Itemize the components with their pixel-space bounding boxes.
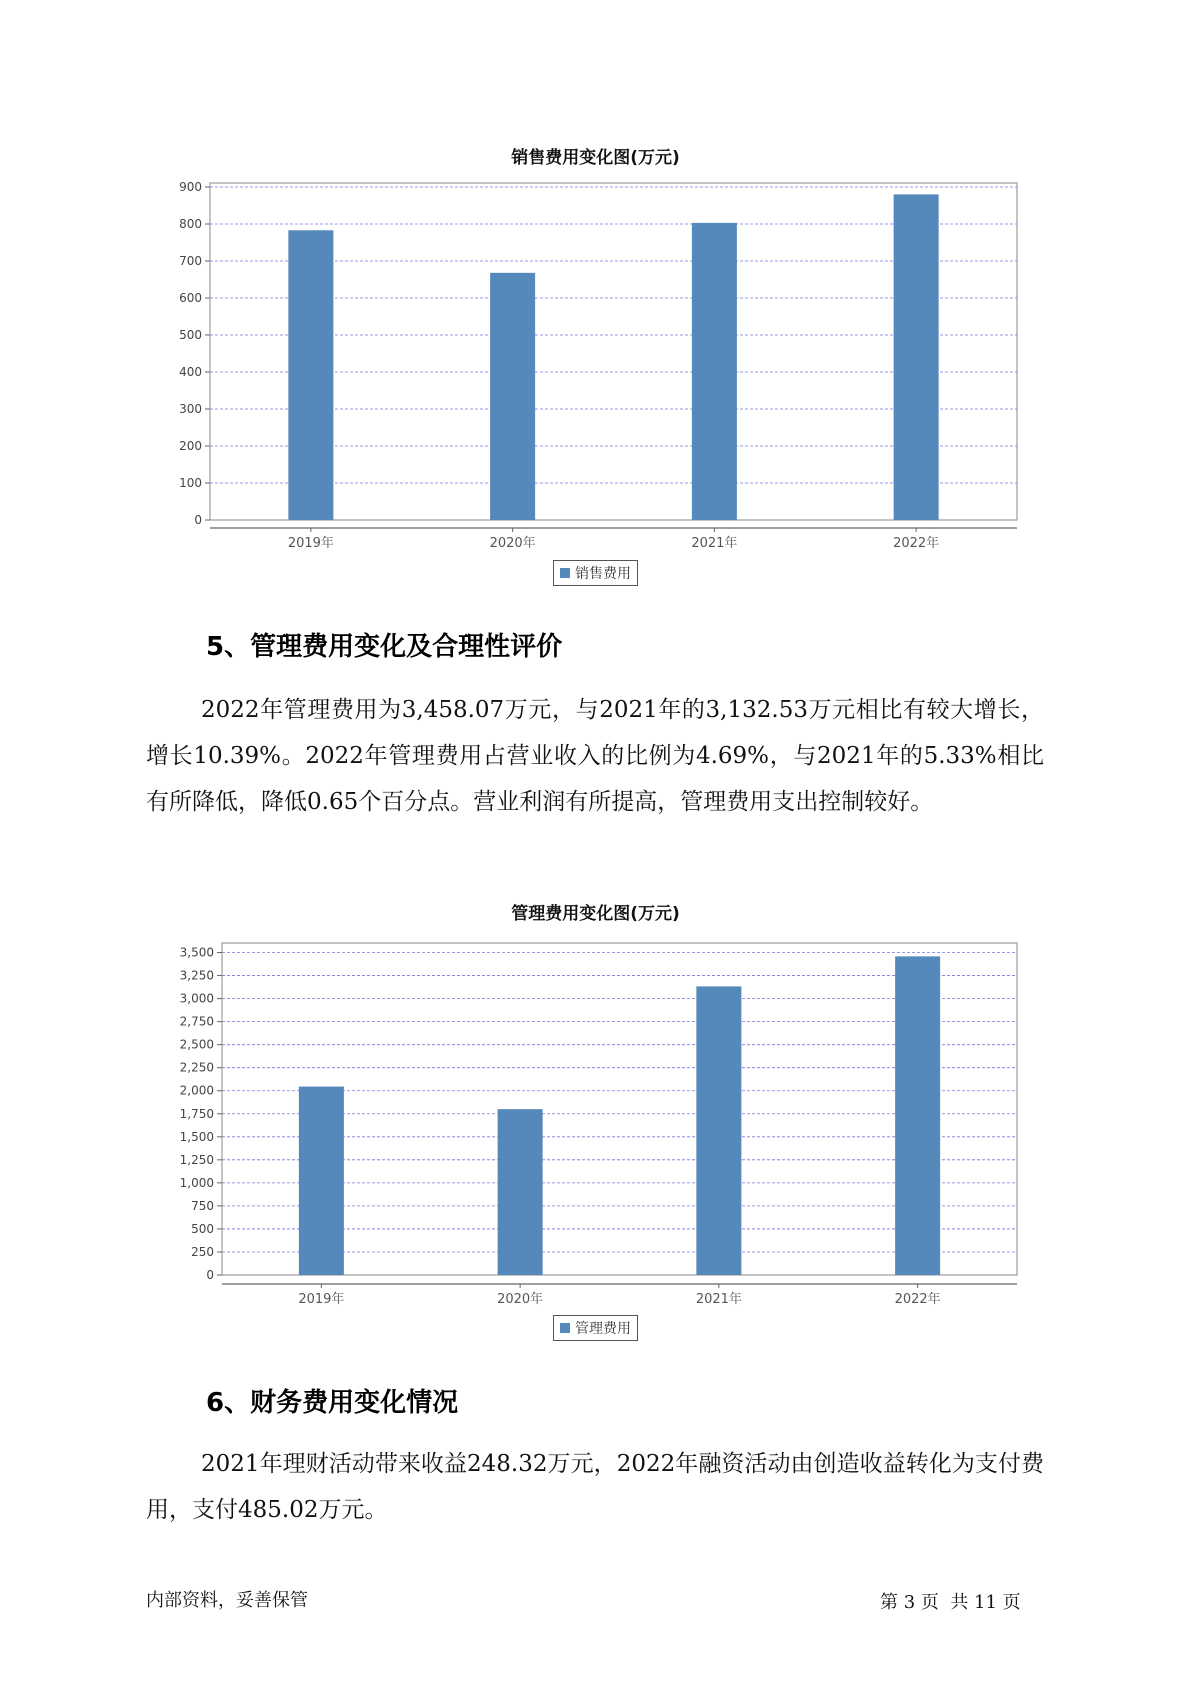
y-tick-label: 3,250	[179, 968, 214, 983]
y-tick-label: 750	[191, 1198, 214, 1213]
y-tick-label: 1,000	[179, 1175, 214, 1190]
x-tick-label: 2022年	[893, 536, 940, 551]
footer-page-number: 第 3 页 共 11 页	[880, 1592, 1021, 1613]
x-tick-label: 2019年	[287, 536, 334, 551]
y-tick-label: 700	[179, 254, 202, 268]
y-tick-label: 3,000	[179, 991, 214, 1006]
bar-admin-4	[895, 956, 940, 1275]
y-tick-label: 1,750	[179, 1106, 214, 1121]
y-tick-label: 250	[191, 1244, 214, 1259]
chart-title-sales: 销售费用变化图(万元)	[511, 148, 680, 168]
sales-expense-chart	[0, 175, 1191, 555]
y-tick-label: 200	[179, 439, 202, 453]
y-tick-label: 500	[179, 328, 202, 342]
bar-sales-1	[288, 230, 333, 520]
section-heading-5: 5、管理费用变化及合理性评价	[206, 632, 563, 662]
sales-chart-legend	[553, 560, 638, 586]
footer-confidential: 内部资料，妥善保管	[146, 1590, 308, 1611]
y-tick-label: 1,500	[179, 1129, 214, 1144]
y-tick-label: 400	[179, 365, 202, 379]
y-tick-label: 2,500	[179, 1037, 214, 1052]
legend-label-sales: 销售费用	[575, 566, 631, 582]
y-tick-label: 0	[206, 1268, 214, 1282]
x-tick-label: 2020年	[497, 1292, 544, 1307]
y-tick-label: 2,750	[179, 1014, 214, 1029]
bar-admin-2	[498, 1109, 543, 1275]
section-paragraph-5: 2022年管理费用为3,458.07万元，与2021年的3,132.53万元相比有较大增长，增长10.39%。2022年管理费用占营业收入的比例为4.69%，与2021年的5.33%相比有所降低，降低0.65个百分点。营业利润有所提高，管理费用支出控制较好。	[146, 697, 1044, 815]
section-paragraph-6: 2021年理财活动带来收益248.32万元，2022年融资活动由创造收益转化为支付费用，支付485.02万元。	[146, 1451, 1044, 1523]
chart-title-admin: 管理费用变化图(万元)	[511, 904, 680, 924]
admin-expense-chart	[0, 930, 1191, 1310]
legend-swatch	[560, 568, 570, 578]
y-tick-label: 500	[191, 1221, 214, 1236]
bar-sales-2	[490, 273, 535, 520]
bar-admin-1	[299, 1087, 344, 1275]
y-tick-label: 0	[194, 513, 202, 527]
y-tick-label: 2,250	[179, 1060, 214, 1075]
legend-label-admin: 管理费用	[575, 1321, 631, 1337]
x-tick-label: 2021年	[695, 1292, 742, 1307]
y-tick-label: 800	[179, 217, 202, 231]
bar-admin-3	[696, 986, 741, 1275]
admin-chart-legend	[553, 1315, 638, 1341]
x-tick-label: 2022年	[894, 1292, 941, 1307]
y-tick-label: 300	[179, 402, 202, 416]
x-tick-label: 2019年	[298, 1292, 345, 1307]
y-tick-label: 2,000	[179, 1083, 214, 1098]
y-tick-label: 600	[179, 291, 202, 305]
bar-sales-3	[692, 223, 737, 520]
x-tick-label: 2020年	[489, 536, 536, 551]
y-tick-label: 1,250	[179, 1152, 214, 1167]
y-tick-label: 3,500	[179, 945, 214, 960]
legend-swatch	[560, 1323, 570, 1333]
bar-sales-4	[894, 194, 939, 520]
y-tick-label: 100	[179, 476, 202, 490]
section-heading-6: 6、财务费用变化情况	[206, 1388, 459, 1418]
x-tick-label: 2021年	[691, 536, 738, 551]
y-tick-label: 900	[179, 180, 202, 194]
